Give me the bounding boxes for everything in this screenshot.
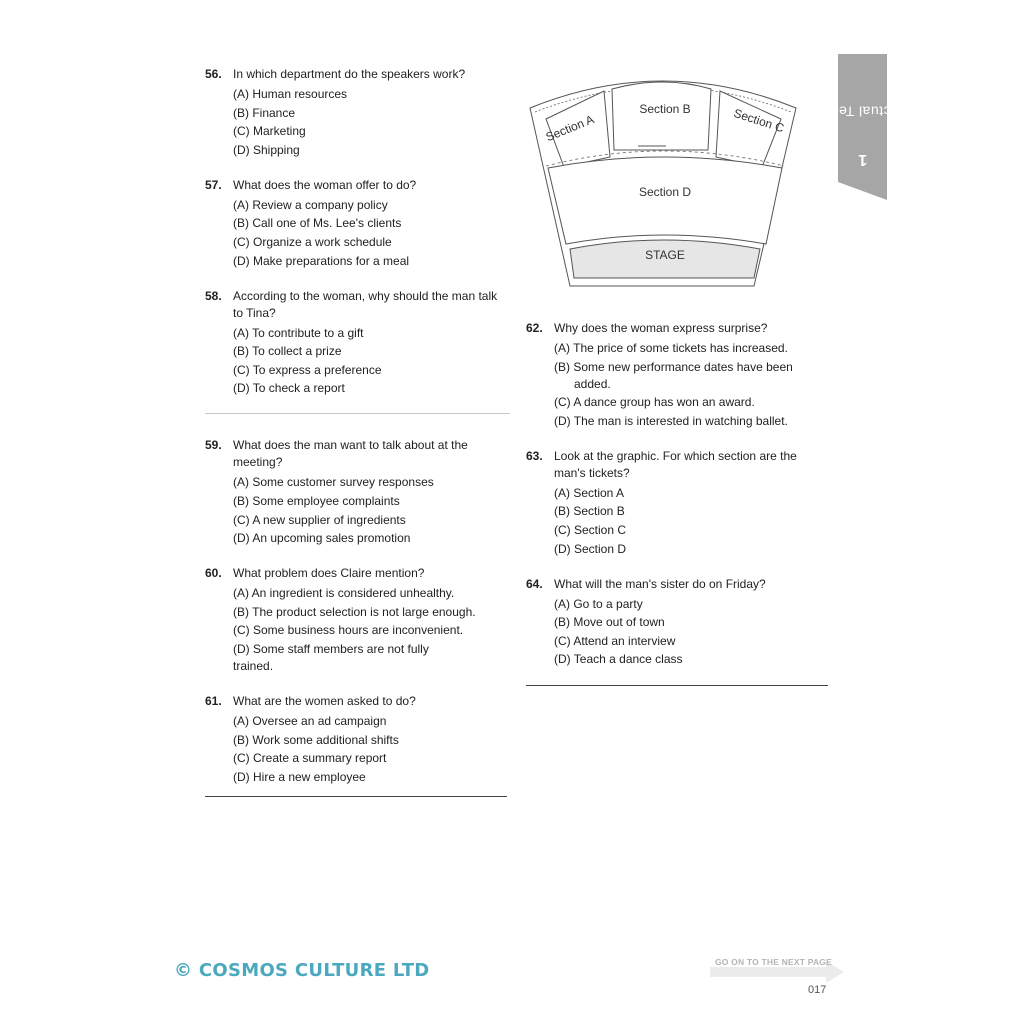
question-text: What does the woman offer to do? [233,177,417,192]
question-56 [205,66,510,159]
answer-option: (C) Marketing [233,124,306,139]
question-58 [205,288,510,398]
question-62 [526,320,828,430]
question-text: According to the woman, why should the man talk to Tina? [233,288,498,320]
question-63 [526,448,828,558]
answer-option: (D) Section D [554,541,627,556]
answer-option: (C) Organize a work schedule [233,234,392,249]
question-text: What does the man want to talk about at the meeting? [233,438,468,470]
answer-option: (B) Move out of town [554,615,665,630]
seating-chart-diagram [526,66,800,290]
question-number: 56. [205,67,222,81]
answer-option: (C) A dance group has won an award. [554,395,755,410]
answer-option: (A) Human resources [233,87,348,101]
tab-number: 1 [857,150,868,168]
answer-option: (C) Create a summary report [233,751,387,766]
section-b-block [612,82,711,150]
page-number: 017 [808,984,827,996]
answer-option: (B) Call one of Ms. Lee's clients [233,216,402,231]
answer-option: (B) The product selection is not large enough. [233,604,476,619]
stage-label: STAGE [645,248,685,262]
answer-option: (D) Teach a dance class [554,652,683,667]
answer-option: (A) The price of some tickets has increased. [554,341,788,355]
question-61 [205,693,510,786]
answer-option: (A) Go to a party [554,596,643,611]
answer-option: (C) Section C [554,522,627,537]
question-number: 62. [526,321,543,335]
answer-option: (D) An upcoming sales promotion [233,531,411,546]
answer-option: (D) Some staff members are not fully trained. [233,641,429,673]
section-d-block [548,157,782,244]
section-c-label: Section C [731,105,786,136]
question-text: What are the women asked to do? [233,693,416,708]
question-57 [205,177,510,270]
answer-option: (C) A new supplier of ingredients [233,512,406,527]
answer-option: (D) Make preparations for a meal [233,253,410,268]
right-question-column [526,320,828,686]
question-number: 60. [205,566,222,581]
answer-option: (A) Section A [554,485,625,500]
question-number: 59. [205,438,222,453]
answer-option: (A) Oversee an ad campaign [233,713,387,728]
question-60 [205,565,510,675]
tab-title: Actual Test [826,103,901,120]
answer-option: (B) To collect a prize [233,344,342,359]
answer-option: (A) An ingredient is considered unhealthy. [233,586,455,601]
answer-option: (C) Some business hours are inconvenient. [233,623,464,638]
question-number: 58. [205,288,222,303]
question-number: 63. [526,448,543,463]
question-59 [205,437,510,547]
answer-option: (B) Finance [233,105,296,120]
answer-option: (D) The man is interested in watching ballet. [554,413,788,428]
copyright-notice: © COSMOS CULTURE LTD [174,960,430,981]
answer-option: (A) Some customer survey responses [233,475,434,490]
go-to-next-page-label: GO ON TO THE NEXT PAGE [715,957,832,967]
section-divider [205,413,510,414]
answer-option: (D) Shipping [233,142,300,157]
question-number: 61. [205,693,222,708]
section-a-label: Section A [543,112,596,145]
question-number: 57. [205,177,222,192]
actual-test-tab-label [826,54,901,184]
section-divider [205,796,507,797]
question-text: Why does the woman express surprise? [554,321,768,335]
answer-option: (D) Hire a new employee [233,769,366,784]
question-number: 64. [526,576,543,591]
answer-option: (B) Some employee complaints [233,493,400,508]
question-text: What problem does Claire mention? [233,566,425,581]
answer-option: (B) Section B [554,504,625,519]
answer-option: (D) To check a report [233,381,345,396]
section-d-label: Section D [638,185,692,199]
question-64 [526,576,828,669]
left-question-column [205,66,510,804]
answer-option: (C) To express a preference [233,362,382,377]
section-b-label: Section B [639,102,691,116]
question-text: Look at the graphic. For which section are the man's tickets? [554,448,797,480]
answer-option: (A) Review a company policy [233,197,388,212]
question-text: In which department do the speakers work? [233,67,466,81]
question-text: What will the man's sister do on Friday? [554,576,766,591]
answer-option: (B) Some new performance dates have been added. [554,359,793,391]
answer-option: (B) Work some additional shifts [233,732,399,747]
answer-option: (C) Attend an interview [554,633,676,648]
answer-option: (A) To contribute to a gift [233,325,364,340]
